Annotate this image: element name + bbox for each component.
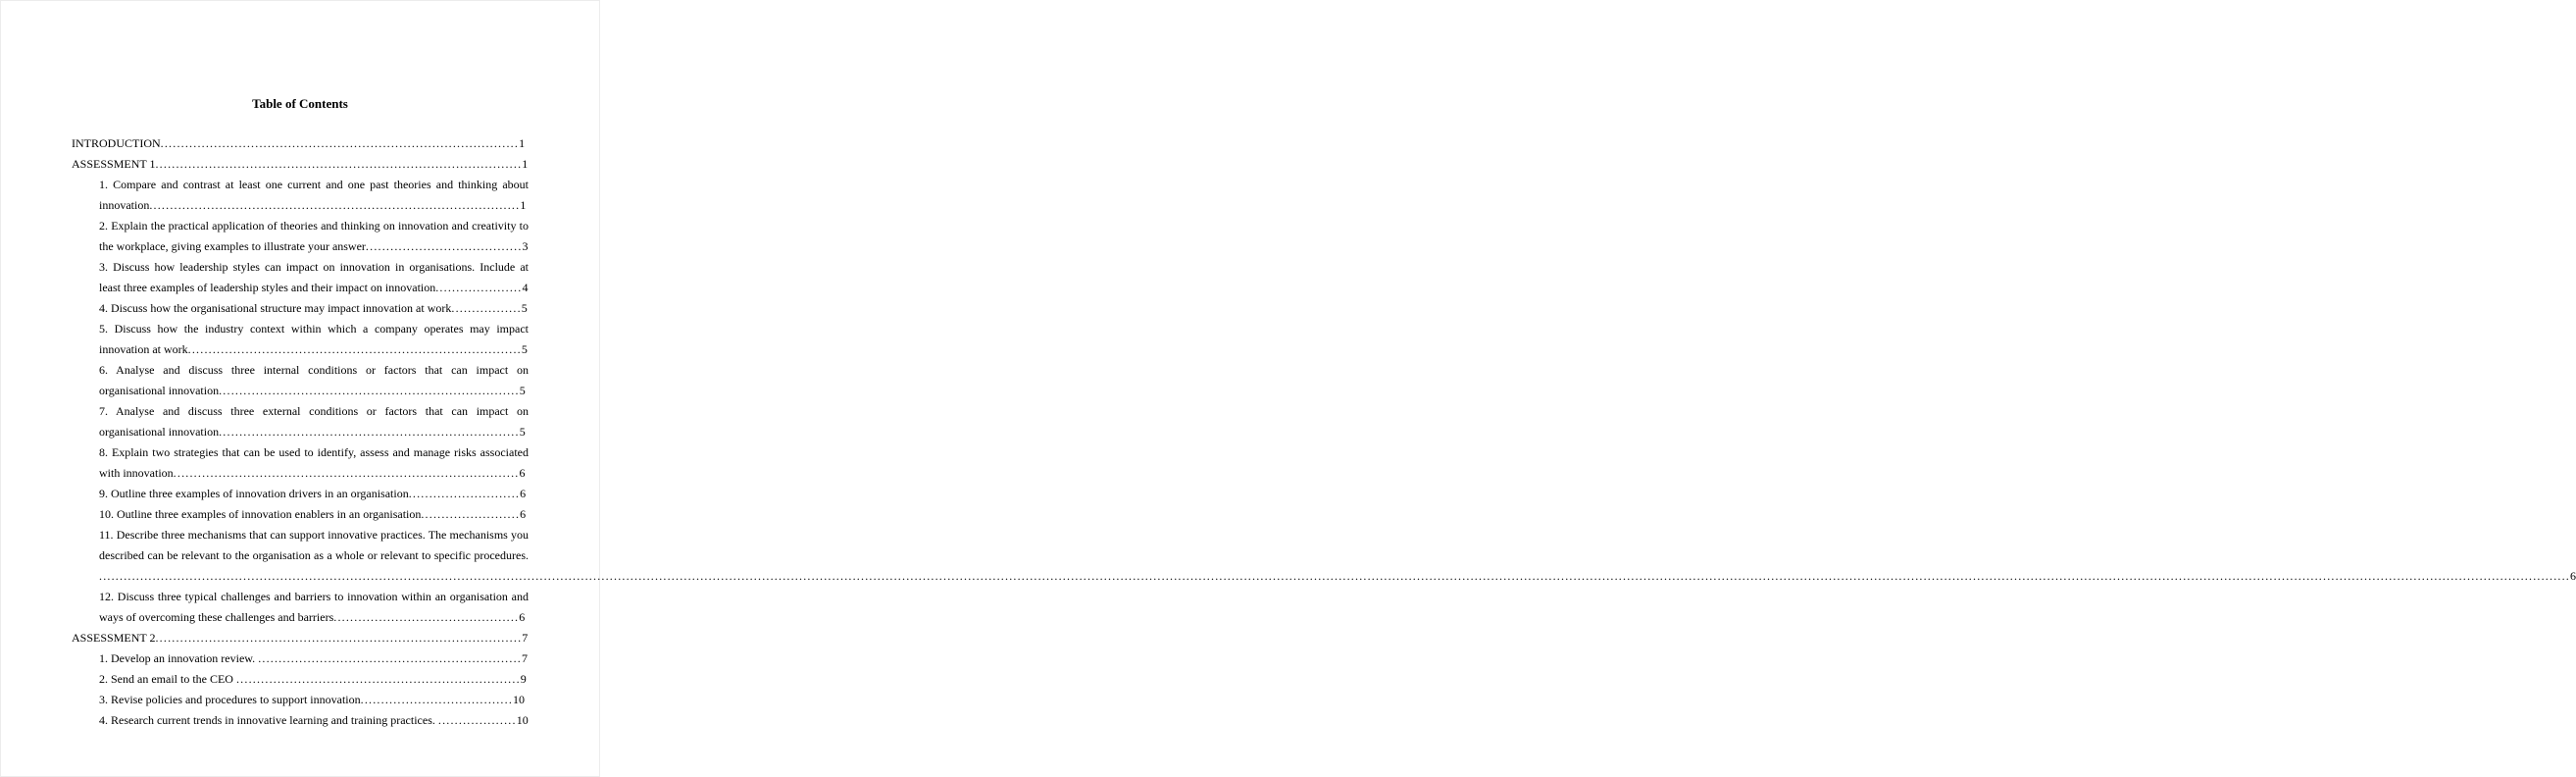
toc-entry-page: 1 xyxy=(520,198,527,212)
dot-leader: ......................................................................... xyxy=(219,384,520,397)
toc-title: Table of Contents xyxy=(252,96,348,111)
toc-entry-text: 2. Explain the practical application of theories and thinking on innovation and creativity to the workplace, giving examples to illustrate your answer xyxy=(99,219,529,253)
toc-entry-text: INTRODUCTION xyxy=(72,136,161,150)
toc-entry-page: 6 xyxy=(519,466,526,480)
toc-entry[interactable] xyxy=(72,175,529,216)
toc-entry-page: 3 xyxy=(522,239,529,253)
toc-entry-page: 10 xyxy=(513,693,526,706)
toc-entry[interactable] xyxy=(72,587,529,628)
toc-entry[interactable] xyxy=(72,710,529,731)
dot-leader: ........................... xyxy=(408,487,521,500)
dot-leader: ................... xyxy=(437,713,517,727)
dot-leader: ..................................................................... xyxy=(235,672,521,686)
dot-leader: ................................................................................. xyxy=(187,342,522,356)
toc-entry[interactable] xyxy=(72,525,2576,587)
toc-entry-page: 5 xyxy=(519,384,526,397)
dot-leader: ........................ xyxy=(421,507,521,521)
toc-entry[interactable] xyxy=(72,319,529,360)
dot-leader: .................................................................................... xyxy=(173,466,520,480)
toc-entry-page: 6 xyxy=(2570,569,2576,583)
toc-entry-page: 1 xyxy=(522,157,529,171)
toc-entry[interactable] xyxy=(72,216,529,257)
dot-leader: ................. xyxy=(451,301,522,315)
toc-entry-text: 12. Discuss three typical challenges and barriers to innovation within an organisation and ways of overcoming these challenges and barriers xyxy=(99,590,529,624)
dot-leader: ......................................................................... xyxy=(219,425,520,439)
toc-entry-text: 3. Discuss how leadership styles can impact on innovation in organisations. Include at least three examples of leadership styles and their impact on innovation xyxy=(99,260,529,294)
toc-entry-page: 4 xyxy=(522,281,529,294)
toc-entry-text: 7. Analyse and discuss three external conditions or factors that can impact on organisational innovation xyxy=(99,404,529,439)
toc-entry-page: 6 xyxy=(520,487,527,500)
toc-entry[interactable] xyxy=(72,360,529,401)
toc-entry-text: 1. Compare and contrast at least one current and one past theories and thinking about innovation xyxy=(99,178,529,212)
toc-entry-page: 7 xyxy=(522,631,529,645)
toc-entry-text: 4. Discuss how the organisational structure may impact innovation at work xyxy=(99,301,452,315)
toc-entry[interactable] xyxy=(72,401,529,442)
toc-entry[interactable] xyxy=(72,154,529,175)
toc-entry[interactable] xyxy=(72,628,529,648)
dot-leader: .......................................................................................... xyxy=(149,198,521,212)
toc-entry-page: 10 xyxy=(516,713,529,727)
dot-leader: ................................................................ xyxy=(258,651,522,665)
toc-entry-text: 3. Revise policies and procedures to support innovation xyxy=(99,693,361,706)
toc-entry-text: 10. Outline three examples of innovation enablers in an organisation xyxy=(99,507,422,521)
toc-entry-text: 4. Research current trends in innovative learning and training practices. xyxy=(99,713,438,727)
toc-entry-page: 7 xyxy=(522,651,528,665)
toc-entry-text: 6. Analyse and discuss three internal conditions or factors that can impact on organisational innovation xyxy=(99,363,529,397)
toc-entry[interactable] xyxy=(72,484,529,504)
toc-entry-text: 9. Outline three examples of innovation drivers in an organisation xyxy=(99,487,409,500)
toc-entry[interactable] xyxy=(72,133,529,154)
dot-leader: ..................................... xyxy=(360,693,514,706)
toc-entry-text: 11. Describe three mechanisms that can support innovative practices. The mechanisms you described can be relevant to the organisation as a whole or relevant to specific procedures. xyxy=(99,528,529,562)
toc-entry-page: 6 xyxy=(520,507,527,521)
toc-entry-text: ASSESSMENT 1 xyxy=(72,157,156,171)
toc-entry-text: 1. Develop an innovation review. xyxy=(99,651,259,665)
toc-entry-text: 5. Discuss how the industry context within which a company operates may impact innovation at work xyxy=(99,322,529,356)
dot-leader: ........................................................................................................................................................................................................................................................................................................................................................................................................................................................................................................................................................................................................................ xyxy=(99,569,2570,583)
toc-entry-page: 6 xyxy=(519,610,526,624)
toc-entry[interactable] xyxy=(72,298,529,319)
toc-entry-text: 8. Explain two strategies that can be used to identify, assess and manage risks associated with innovation xyxy=(99,445,529,480)
toc-entry[interactable] xyxy=(72,669,529,690)
dot-leader: ...................................... xyxy=(365,239,523,253)
toc-entry[interactable] xyxy=(72,257,529,298)
dot-leader: ......................................................................................... xyxy=(155,631,523,645)
toc-entry-text: ASSESSMENT 2 xyxy=(72,631,156,645)
toc-entry[interactable] xyxy=(72,442,529,484)
dot-leader: ..................... xyxy=(435,281,523,294)
toc-entry-text: 2. Send an email to the CEO xyxy=(99,672,236,686)
toc-list xyxy=(72,133,2576,731)
dot-leader: ............................................. xyxy=(333,610,520,624)
toc-entry-page: 1 xyxy=(519,136,526,150)
toc-entry-page: 5 xyxy=(521,301,528,315)
dot-leader: ......................................................................................... xyxy=(155,157,523,171)
dot-leader: ....................................................................................... xyxy=(160,136,520,150)
toc-entry[interactable] xyxy=(72,504,529,525)
toc-entry[interactable] xyxy=(72,690,529,710)
toc-entry-page: 5 xyxy=(521,342,528,356)
toc-entry[interactable] xyxy=(72,648,529,669)
toc-entry-page: 9 xyxy=(520,672,527,686)
toc-entry-page: 5 xyxy=(519,425,526,439)
